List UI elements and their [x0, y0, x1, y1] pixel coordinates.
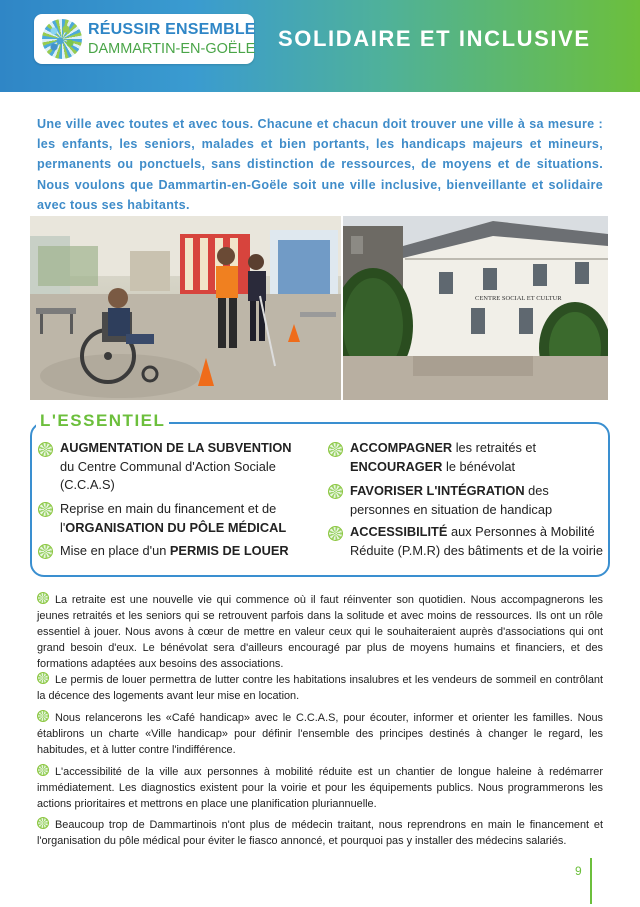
essentiel-item-accompagner [350, 439, 600, 476]
bullet-globe-icon [328, 484, 343, 499]
bullet-globe-icon [328, 526, 343, 541]
page-number: 9 [575, 864, 582, 878]
essentiel-item-bold: FAVORISER L'INTÉGRATION [350, 483, 525, 498]
wheelchair-scene-illustration [30, 216, 341, 400]
paragraph-text: Beaucoup trop de Dammartinois n'ont plus de médecin traitant, nous reprendrons en main le financement et l'organisation du pôle médical pour éviter le fiasco annoncé, et pourquoi pas y installer des médecins salariés. [37, 819, 603, 847]
header-band [0, 0, 640, 92]
paragraph-retraite [37, 592, 603, 673]
essentiel-item-bold: PERMIS DE LOUER [169, 543, 289, 558]
paragraph-medecin [37, 817, 603, 850]
bullet-globe-icon [37, 764, 49, 776]
essentiel-item-bold: ORGANISATION DU PÔLE MÉDICAL [65, 519, 287, 535]
logo-line2: DAMMARTIN-EN-GOËLE [88, 41, 256, 57]
building-scene-illustration [343, 216, 608, 400]
essentiel-item-text: des personnes en situation de handicap [350, 483, 553, 517]
bullet-globe-icon [328, 442, 343, 457]
bullet-globe-icon [37, 817, 49, 829]
page-title: SOLIDAIRE ET INCLUSIVE [278, 26, 591, 51]
essentiel-item-bold: ACCESSIBILITÉ [350, 524, 448, 539]
essentiel-item-text: aux Personnes à Mobilité Réduite (P.M.R) des bâtiments et de la voirie [350, 524, 603, 558]
page-number-bar [590, 858, 592, 904]
bullet-globe-icon [37, 672, 49, 684]
wheelchair-activity-photo [30, 216, 341, 400]
photo-strip [30, 216, 608, 400]
essentiel-item-integration [350, 482, 600, 519]
globe-logo-icon [42, 19, 82, 59]
paragraph-text: La retraite est une nouvelle vie qui commence où il faut réinventer son quotidien. Nous accompagnerons les jeunes retraités et les seniors qui se retrouvent parfois dans la solitude et avec moins de ressources. Ils ont un rôle essentiel à jouer. Nous avons à cœur de mettre en valeur ceux qui le souhaiteraient auprès d'associations qui ont grand besoin d'eux. Le bénévolat sera d'ailleurs encouragé par plus de moyens humains et financiers, et des formations adaptées aux besoins des associations. [37, 594, 603, 670]
essentiel-item-bold: ENCOURAGER [350, 458, 443, 474]
paragraph-handicap [37, 710, 603, 759]
essentiel-item-subvention [60, 439, 310, 495]
bullet-globe-icon [37, 710, 49, 722]
essentiel-item-text: Mise en place d'un [60, 543, 170, 558]
logo-line1: RÉUSSIR ENSEMBLE [88, 21, 256, 38]
essentiel-item-bold: AUGMENTATION DE LA SUBVENTION [60, 440, 292, 455]
essentiel-item-bold: ACCOMPAGNER [350, 440, 453, 455]
essentiel-item-permis [60, 542, 310, 561]
essentiel-item-accessibilite [350, 523, 606, 560]
paragraph-permis [37, 672, 603, 705]
essentiel-item-pole-medical [60, 500, 310, 537]
social-center-photo [343, 216, 608, 400]
paragraph-text: Nous relancerons les «Café handicap» avec le C.C.A.S, pour écouter, informer et orienter les familles. Nous établirons un charte «Ville handicap» pour définir l'ensemble des principes destinés à changer le regard, les habitudes, et à lutter contre l'indifférence. [37, 712, 603, 756]
essentiel-title: L'ESSENTIEL [36, 411, 169, 431]
essentiel-item-text: du Centre Communal d'Action Sociale (C.C.A.S) [60, 458, 276, 492]
paragraph-text: Le permis de louer permettra de lutter contre les habitations insalubres et les vendeurs de sommeil en contrôlant la décence des logements avant leur mise en location. [37, 674, 603, 702]
building-sign: CENTRE SOCIAL ET CULTUR [475, 295, 562, 302]
paragraph-accessibilite [37, 764, 603, 813]
logo [34, 14, 254, 64]
essentiel-item-text: le bénévolat [442, 458, 516, 474]
paragraph-text: L'accessibilité de la ville aux personnes à mobilité réduite est un chantier de longue haleine à redémarrer immédiatement. Les diagnostics existent pour la voirie et pour les équipements publics. Nous programmerons les actions prioritaires et mettrons en place une planification pluriannuelle. [37, 766, 603, 810]
essentiel-item-text: Reprise en main du financement et de l' [60, 501, 277, 535]
bullet-globe-icon [37, 592, 49, 604]
bullet-globe-icon [38, 442, 53, 457]
bullet-globe-icon [38, 544, 53, 559]
bullet-globe-icon [38, 502, 53, 517]
intro-paragraph: Une ville avec toutes et avec tous. Chacune et chacun doit trouver une ville à sa mesure : les enfants, les seniors, malades et bien portants, les handicaps majeurs et mineurs, permanents ou ponctuels, sans distinction de ressources, de moyens et de situations. Nous voulons que Dammartin-en-Goële soit une ville inclusive, bienveillante et solidaire avec tous ses habitants. [37, 117, 603, 212]
essentiel-item-text: les retraités et [452, 440, 537, 455]
